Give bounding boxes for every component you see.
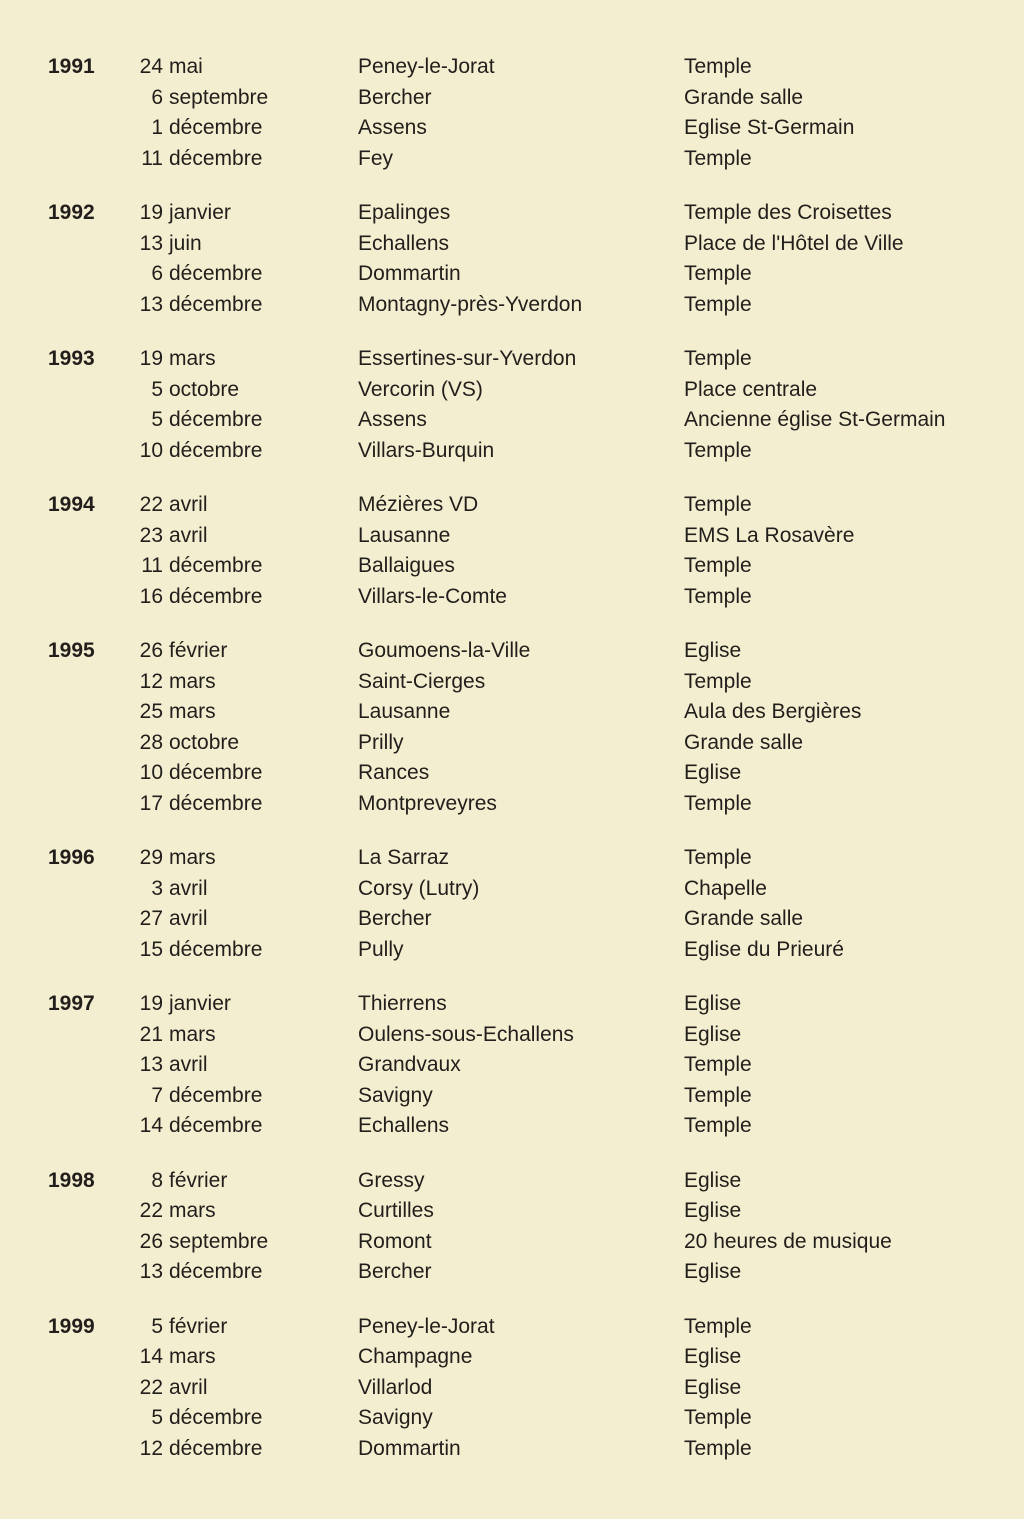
event-date <box>138 1196 358 1227</box>
event-date <box>138 1227 358 1258</box>
event-date <box>138 83 358 114</box>
event-place: Gressy <box>358 1168 425 1192</box>
event-place: Mézières VD <box>358 493 479 516</box>
schedule-row <box>48 989 1004 1020</box>
event-venue: Eglise <box>684 639 742 662</box>
event-date <box>138 636 358 667</box>
event-place: Prilly <box>358 730 404 754</box>
year-group <box>48 1312 1004 1465</box>
year-group <box>48 52 1004 174</box>
event-date <box>138 1020 358 1051</box>
event-day: 5 <box>151 377 163 401</box>
event-date <box>138 1050 358 1081</box>
event-day: 22 <box>139 1375 163 1399</box>
event-day: 12 <box>139 669 163 693</box>
event-date <box>138 758 358 789</box>
event-place: Epalinges <box>358 201 451 224</box>
event-day: 19 <box>139 201 163 224</box>
event-month: mars <box>169 1345 216 1368</box>
schedule-row <box>48 198 1004 229</box>
event-place: Lausanne <box>358 700 451 723</box>
event-venue: Eglise <box>684 1375 742 1399</box>
event-venue: Temple <box>684 669 752 693</box>
event-month: décembre <box>169 146 263 170</box>
event-month: juin <box>169 231 202 255</box>
event-place: Bercher <box>358 85 432 109</box>
event-day: 24 <box>139 55 163 78</box>
event-date <box>138 1342 358 1373</box>
schedule-row <box>48 1403 1004 1434</box>
year-group <box>48 344 1004 466</box>
event-month: décembre <box>169 438 263 462</box>
event-month: décembre <box>169 937 263 961</box>
schedule-row <box>48 405 1004 436</box>
event-day: 7 <box>151 1083 163 1107</box>
event-venue: Temple <box>684 146 752 170</box>
schedule-row <box>48 843 1004 874</box>
event-venue: Eglise <box>684 1022 742 1046</box>
event-month: avril <box>169 493 208 516</box>
event-date <box>138 874 358 905</box>
event-venue: Temple <box>684 1114 752 1137</box>
event-date <box>138 935 358 966</box>
event-month: janvier <box>169 201 231 224</box>
event-place: Villars-le-Comte <box>358 584 507 608</box>
event-day: 3 <box>151 876 163 900</box>
schedule-row <box>48 521 1004 552</box>
event-place: Vercorin (VS) <box>358 377 483 401</box>
event-month: décembre <box>169 1083 263 1107</box>
schedule-row <box>48 1227 1004 1258</box>
event-day: 26 <box>139 1229 163 1253</box>
event-date <box>138 904 358 935</box>
event-date <box>138 521 358 552</box>
event-month: décembre <box>169 292 263 316</box>
event-place: Thierrens <box>358 992 447 1015</box>
event-month: décembre <box>169 1436 263 1460</box>
event-month: décembre <box>169 554 263 577</box>
event-place: Essertines-sur-Yverdon <box>358 347 577 370</box>
event-month: mars <box>169 700 216 723</box>
schedule-row <box>48 83 1004 114</box>
schedule-row <box>48 582 1004 613</box>
year-group <box>48 490 1004 612</box>
event-month: décembre <box>169 1260 263 1283</box>
event-month: avril <box>169 523 208 547</box>
event-date <box>138 697 358 728</box>
year-label: 1992 <box>48 201 95 224</box>
event-month: mars <box>169 347 216 370</box>
event-day: 17 <box>139 791 163 815</box>
schedule-row <box>48 636 1004 667</box>
event-day: 29 <box>139 846 163 869</box>
event-date <box>138 1257 358 1288</box>
event-month: décembre <box>169 584 263 608</box>
schedule-row <box>48 1312 1004 1343</box>
event-date <box>138 259 358 290</box>
schedule-row <box>48 1050 1004 1081</box>
event-venue: Temple <box>684 791 752 815</box>
event-place: Peney-le-Jorat <box>358 55 495 78</box>
event-date <box>138 198 358 229</box>
event-date <box>138 113 358 144</box>
event-day: 21 <box>139 1022 163 1046</box>
event-month: décembre <box>169 262 263 285</box>
event-date <box>138 728 358 759</box>
event-venue: Eglise <box>684 1168 742 1192</box>
event-place: Curtilles <box>358 1199 434 1222</box>
event-month: mars <box>169 1022 216 1046</box>
event-day: 12 <box>139 1436 163 1460</box>
event-venue: Temple <box>684 846 752 869</box>
event-venue: Temple <box>684 55 752 78</box>
event-month: avril <box>169 907 208 930</box>
event-venue: Ancienne église St-Germain <box>684 408 946 431</box>
event-month: mars <box>169 1199 216 1222</box>
event-date <box>138 1166 358 1197</box>
event-month: mars <box>169 669 216 693</box>
event-place: Bercher <box>358 1260 432 1283</box>
event-day: 28 <box>139 730 163 754</box>
event-venue: Grande salle <box>684 85 804 109</box>
event-month: décembre <box>169 791 263 815</box>
schedule-row <box>48 490 1004 521</box>
event-date <box>138 1403 358 1434</box>
event-month: avril <box>169 1053 208 1076</box>
event-month: décembre <box>169 761 263 784</box>
event-month: décembre <box>169 1406 263 1429</box>
event-venue: Eglise <box>684 761 742 784</box>
event-venue: Temple des Croisettes <box>684 201 892 224</box>
schedule-row <box>48 1373 1004 1404</box>
event-venue: Eglise <box>684 1199 742 1222</box>
event-venue: Place de l'Hôtel de Ville <box>684 231 904 255</box>
schedule-row <box>48 697 1004 728</box>
event-venue: Temple <box>684 262 752 285</box>
event-venue: Place centrale <box>684 377 818 401</box>
event-month: octobre <box>169 730 240 754</box>
event-month: mars <box>169 846 216 869</box>
schedule-row <box>48 375 1004 406</box>
event-day: 11 <box>141 554 163 577</box>
event-place: Pully <box>358 937 404 961</box>
event-day: 26 <box>139 639 163 662</box>
event-day: 13 <box>139 292 163 316</box>
event-venue: Eglise <box>684 1345 742 1368</box>
year-label: 1998 <box>48 1168 95 1192</box>
year-group <box>48 1166 1004 1288</box>
event-date <box>138 1081 358 1112</box>
event-venue: Temple <box>684 292 752 316</box>
event-place: Savigny <box>358 1406 433 1429</box>
event-place: Savigny <box>358 1083 433 1107</box>
event-place: La Sarraz <box>358 846 450 869</box>
event-month: février <box>169 639 228 662</box>
event-place: Champagne <box>358 1345 473 1368</box>
event-venue: Eglise <box>684 1260 742 1283</box>
event-month: décembre <box>169 116 263 139</box>
event-month: février <box>169 1168 228 1192</box>
year-group <box>48 989 1004 1142</box>
event-place: Fey <box>358 146 394 170</box>
schedule-row <box>48 290 1004 321</box>
schedule-row <box>48 1020 1004 1051</box>
event-day: 5 <box>151 1314 163 1338</box>
event-venue: Temple <box>684 1314 752 1338</box>
event-place: Corsy (Lutry) <box>358 876 480 900</box>
event-date <box>138 1111 358 1142</box>
year-label: 1995 <box>48 639 95 662</box>
schedule-row <box>48 1196 1004 1227</box>
event-venue: Temple <box>684 1436 752 1460</box>
event-place: Lausanne <box>358 523 451 547</box>
event-day: 13 <box>139 1053 163 1076</box>
schedule-row <box>48 1166 1004 1197</box>
year-group <box>48 843 1004 965</box>
schedule-row <box>48 758 1004 789</box>
event-month: septembre <box>169 85 269 109</box>
event-day: 1 <box>151 116 163 139</box>
year-group <box>48 198 1004 320</box>
event-date <box>138 344 358 375</box>
schedule-row <box>48 904 1004 935</box>
schedule-row <box>48 551 1004 582</box>
event-day: 5 <box>151 408 163 431</box>
event-date <box>138 989 358 1020</box>
schedule-row <box>48 728 1004 759</box>
event-date <box>138 490 358 521</box>
event-date <box>138 582 358 613</box>
event-place: Villarlod <box>358 1375 433 1399</box>
event-date <box>138 1434 358 1465</box>
event-day: 15 <box>139 937 163 961</box>
event-day: 6 <box>151 262 163 285</box>
event-month: avril <box>169 876 208 900</box>
schedule-row <box>48 52 1004 83</box>
event-day: 25 <box>139 700 163 723</box>
schedule-row <box>48 667 1004 698</box>
event-venue: Grande salle <box>684 907 804 930</box>
event-day: 10 <box>139 761 163 784</box>
event-venue: Chapelle <box>684 876 767 900</box>
event-date <box>138 551 358 582</box>
event-date <box>138 52 358 83</box>
event-place: Ballaigues <box>358 554 455 577</box>
schedule-row <box>48 874 1004 905</box>
year-label: 1999 <box>48 1314 95 1338</box>
schedule-row <box>48 1081 1004 1112</box>
event-month: mai <box>169 55 203 78</box>
schedule-row <box>48 935 1004 966</box>
event-day: 23 <box>139 523 163 547</box>
event-place: Goumoens-la-Ville <box>358 639 531 662</box>
event-month: octobre <box>169 377 240 401</box>
event-venue: Aula des Bergières <box>684 700 862 723</box>
schedule-row <box>48 1111 1004 1142</box>
schedule-row <box>48 144 1004 175</box>
event-day: 13 <box>139 1260 163 1283</box>
event-venue: Temple <box>684 1053 752 1076</box>
event-date <box>138 843 358 874</box>
schedule-row <box>48 113 1004 144</box>
event-month: avril <box>169 1375 208 1399</box>
event-place: Bercher <box>358 907 432 930</box>
event-day: 8 <box>151 1168 163 1192</box>
event-place: Dommartin <box>358 262 461 285</box>
year-label: 1994 <box>48 493 95 516</box>
schedule-row <box>48 259 1004 290</box>
event-place: Echallens <box>358 1114 450 1137</box>
event-place: Dommartin <box>358 1436 461 1460</box>
event-venue: Grande salle <box>684 730 804 754</box>
event-venue: Temple <box>684 554 752 577</box>
event-place: Saint-Cierges <box>358 669 486 693</box>
schedule-row <box>48 1257 1004 1288</box>
year-label: 1991 <box>48 55 95 78</box>
event-month: janvier <box>169 992 231 1015</box>
year-label: 1996 <box>48 846 95 869</box>
event-place: Romont <box>358 1229 432 1253</box>
event-venue: Eglise St-Germain <box>684 116 855 139</box>
event-date <box>138 405 358 436</box>
event-venue: Temple <box>684 493 752 516</box>
schedule-list <box>48 52 1004 1464</box>
event-date <box>138 144 358 175</box>
event-month: septembre <box>169 1229 269 1253</box>
event-date <box>138 1312 358 1343</box>
event-day: 22 <box>139 493 163 516</box>
event-place: Peney-le-Jorat <box>358 1314 495 1338</box>
event-venue: Temple <box>684 1083 752 1107</box>
event-day: 11 <box>141 146 163 170</box>
event-day: 19 <box>139 347 163 370</box>
event-place: Assens <box>358 116 427 139</box>
event-place: Montpreveyres <box>358 791 497 815</box>
event-venue: Eglise <box>684 992 742 1015</box>
schedule-row <box>48 789 1004 820</box>
event-venue: Temple <box>684 347 752 370</box>
schedule-row <box>48 229 1004 260</box>
event-date <box>138 290 358 321</box>
event-venue: Temple <box>684 584 752 608</box>
event-venue: EMS La Rosavère <box>684 523 855 547</box>
event-day: 10 <box>139 438 163 462</box>
event-venue: Eglise du Prieuré <box>684 937 844 961</box>
schedule-row <box>48 344 1004 375</box>
event-place: Echallens <box>358 231 450 255</box>
event-place: Rances <box>358 761 430 784</box>
event-day: 19 <box>139 992 163 1015</box>
event-day: 22 <box>139 1199 163 1222</box>
event-day: 14 <box>139 1114 163 1137</box>
year-label: 1993 <box>48 347 95 370</box>
event-month: février <box>169 1314 228 1338</box>
event-day: 5 <box>151 1406 163 1429</box>
schedule-row <box>48 436 1004 467</box>
event-date <box>138 229 358 260</box>
year-label: 1997 <box>48 992 95 1015</box>
event-day: 16 <box>139 584 163 608</box>
schedule-row <box>48 1342 1004 1373</box>
event-venue: 20 heures de musique <box>684 1229 892 1253</box>
event-day: 6 <box>151 85 163 109</box>
event-date <box>138 1373 358 1404</box>
event-month: décembre <box>169 1114 263 1137</box>
event-date <box>138 789 358 820</box>
event-month: décembre <box>169 408 263 431</box>
event-date <box>138 436 358 467</box>
event-day: 14 <box>139 1345 163 1368</box>
event-date <box>138 667 358 698</box>
event-date <box>138 375 358 406</box>
event-place: Montagny-près-Yverdon <box>358 292 583 316</box>
event-day: 27 <box>139 907 163 930</box>
event-venue: Temple <box>684 438 752 462</box>
schedule-row <box>48 1434 1004 1465</box>
event-place: Grandvaux <box>358 1053 461 1076</box>
year-group <box>48 636 1004 819</box>
event-day: 13 <box>139 231 163 255</box>
event-venue: Temple <box>684 1406 752 1429</box>
event-place: Villars-Burquin <box>358 438 495 462</box>
event-place: Assens <box>358 408 427 431</box>
event-place: Oulens-sous-Echallens <box>358 1022 574 1046</box>
